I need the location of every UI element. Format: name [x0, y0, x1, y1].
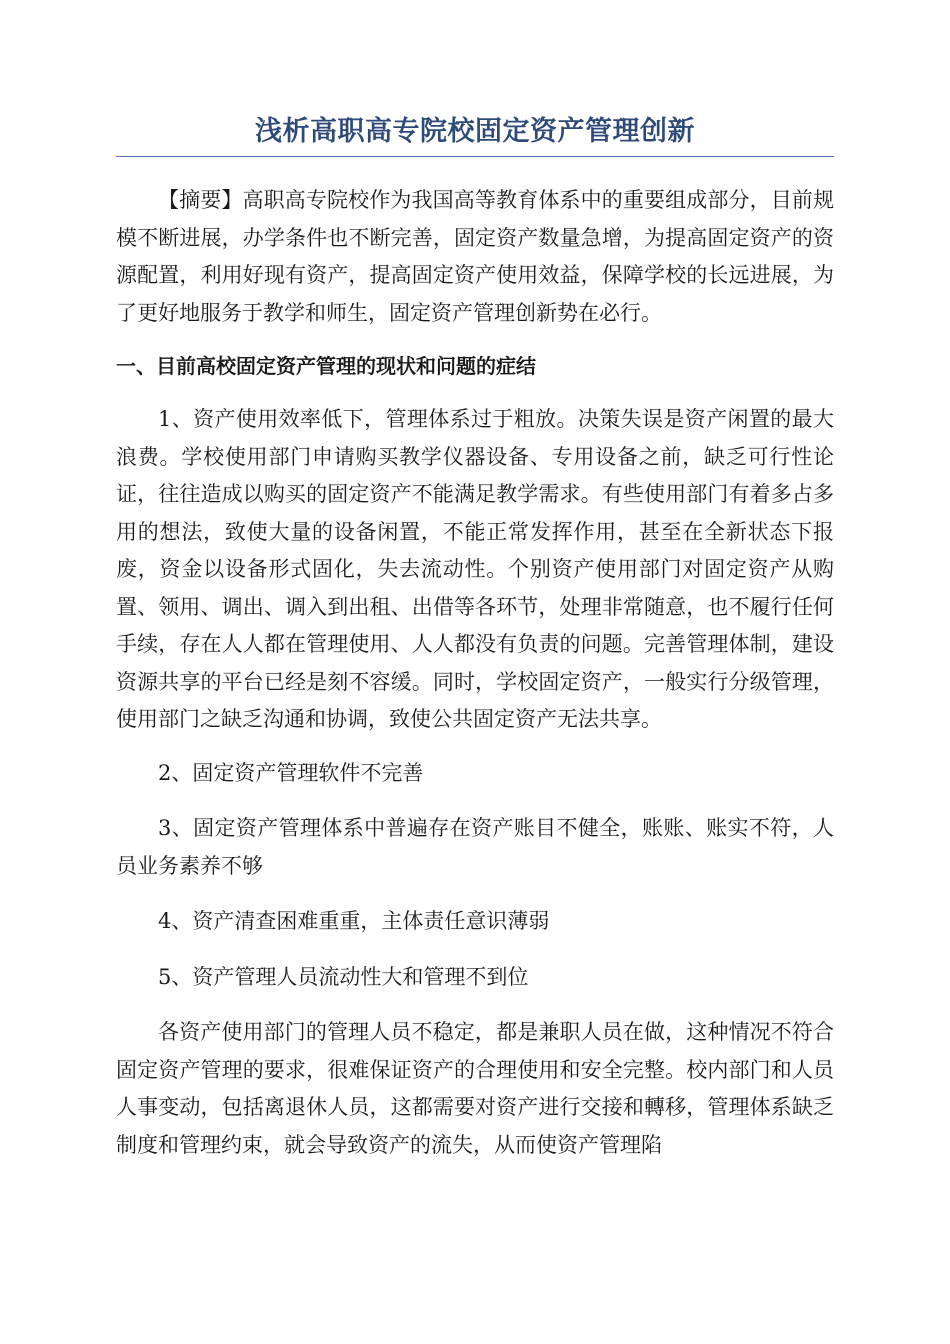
list-item-2: 2、固定资产管理软件不完善	[158, 760, 424, 785]
list-item-4: 4、资产清查困难重重，主体责任意识薄弱	[158, 909, 550, 933]
body-paragraph: 各资产使用部门的管理人员不稳定，都是兼职人员在做，这种情况不符合固定资产管理的要求，很难保证资产的合理使用和安全完整。校内部门和人员人事变动，包括离退休人员，这都需要对资产进行交接和轉移，管理体系缺乏制度和管理约束，就会导致资产的流失，从而使资产管理陷	[116, 1020, 834, 1157]
list-item-5: 5、资产管理人员流动性大和管理不到位	[158, 964, 529, 989]
list-item-3: 3、固定资产管理体系中普遍存在资产账目不健全，账账、账实不符，人员业务素养不够	[116, 816, 834, 878]
section-heading: 一、目前高校固定资产管理的现状和问题的症结	[116, 354, 536, 378]
document-title: 浅析高职高专院校固定资产管理创新	[255, 116, 695, 147]
title-underline	[116, 156, 834, 157]
list-item-1: 1、资产使用效率低下，管理体系过于粗放。决策失误是资产闲置的最大浪费。学校使用部门申请购买教学仪器设备、专用设备之前，缺乏可行性论证，往往造成以购买的固定资产不能满足教学需求。有些使用部门有着多占多用的想法，致使大量的设备闲置，不能正常发挥作用，甚至在全新状态下报废，资金以设备形式固化，失去流动性。个别资产使用部门对固定资产从购置、领用、调出、调入到出租、出借等各环节，处理非常随意，也不履行任何手续，存在人人都在管理使用、人人都没有负责的问题。完善管理体制，建设资源共享的平台已经是刻不容缓。同时，学校固定资产，一般实行分级管理，使用部门之缺乏沟通和协调，致使公共固定资产无法共享。	[116, 407, 834, 731]
abstract-paragraph: 【摘要】高职高专院校作为我国高等教育体系中的重要组成部分，目前规模不断进展，办学条件也不断完善，固定资产数量急增，为提高固定资产的资源配置，利用好现有资产，提高固定资产使用效益，保障学校的长远进展，为了更好地服务于教学和师生，固定资产管理创新势在必行。	[116, 188, 834, 325]
document-page	[116, 110, 834, 1180]
